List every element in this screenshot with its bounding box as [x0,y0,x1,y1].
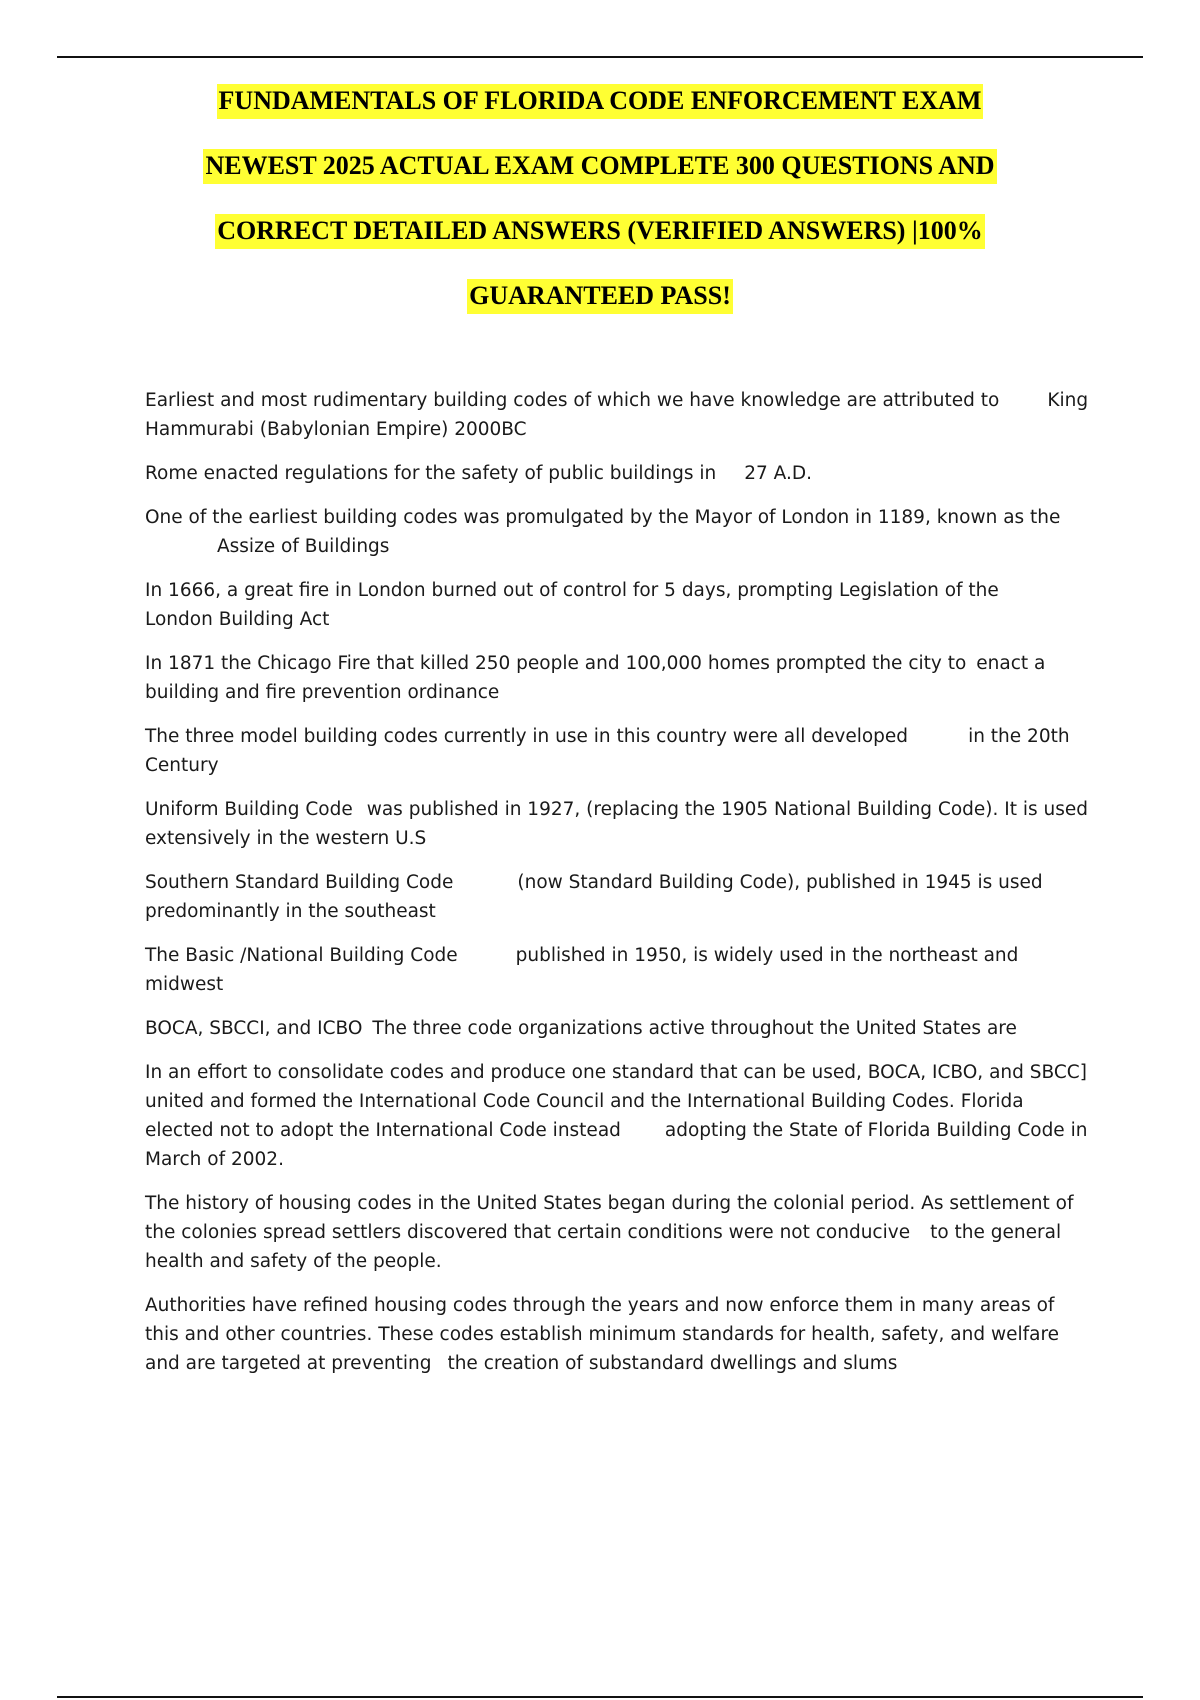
qa-item-4 [145,576,1090,634]
qa-item-6 [145,722,1090,780]
question-text: In 1666, a great fire in London burned out of control for 5 days, prompting Legislation of the [145,580,999,601]
question-text: The Basic /National Building Code [145,945,458,966]
question-text: Authorities have refined housing codes through the years and now enforce them in many areas of this and other countries. These codes establish minimum standards for health, safety, and welfare and are targeted at preventing [145,1295,1060,1374]
answer-text: King Hammurabi (Babylonian Empire) 2000BC [145,390,1089,440]
answer-text: adopting the State of Florida Building Code in March of 2002. [145,1120,1088,1170]
qa-item-10 [145,1014,1090,1043]
question-text: BOCA, SBCCI, and ICBO [145,1018,363,1039]
question-text: In an effort to consolidate codes and produce one standard that can be used, BOCA, ICBO, and SBCC] united and formed the International Code Council and the International Building Codes. Florida elected not to adopt the International Code instead [145,1062,1087,1141]
answer-text: (now Standard Building Code), published in 1945 is used predominantly in the southeast [145,872,1043,922]
title-line-2: NEWEST 2025 ACTUAL EXAM COMPLETE 300 QUESTIONS AND [57,133,1143,198]
qa-item-5 [145,649,1090,707]
answer-text: to the general health and safety of the people. [145,1222,1062,1272]
answer-text: The three code organizations active throughout the United States are [372,1018,1017,1039]
question-text: The three model building codes currently in use in this country were all developed [145,726,909,747]
bottom-rule [57,1696,1143,1698]
question-text: The history of housing codes in the United States began during the colonial period. As settlement of the colonies spread settlers discovered that certain conditions were not conducive [145,1193,1074,1243]
answer-text: the creation of substandard dwellings and slums [447,1353,898,1374]
question-text: Uniform Building Code [145,799,353,820]
qa-item-11 [145,1058,1090,1174]
title-line-4: GUARANTEED PASS! [57,263,1143,328]
qa-item-3 [145,503,1090,561]
question-text: In 1871 the Chicago Fire that killed 250 people and 100,000 homes prompted the city to [145,653,967,674]
qa-item-9 [145,941,1090,999]
answer-text: enact a building and fire prevention ordinance [145,653,1046,703]
title-line-3: CORRECT DETAILED ANSWERS (VERIFIED ANSWERS) |100% [57,198,1143,263]
answer-text: was published in 1927, (replacing the 1905 National Building Code). It is used extensively in the western U.S [145,799,1089,849]
qa-item-1 [145,386,1090,444]
answer-text: published in 1950, is widely used in the northeast and midwest [145,945,1019,995]
question-text: One of the earliest building codes was promulgated by the Mayor of London in 1189, known as the [145,507,1061,528]
qa-item-2 [145,459,1090,488]
qa-item-8 [145,868,1090,926]
top-rule [57,56,1143,58]
qa-list [145,386,1090,1393]
qa-item-7 [145,795,1090,853]
title-line-1: FUNDAMENTALS OF FLORIDA CODE ENFORCEMENT EXAM [57,68,1143,133]
answer-text: in the 20th Century [145,726,1070,776]
answer-text: 27 A.D. [744,463,812,484]
answer-text: Assize of Buildings [217,536,390,557]
question-text: Earliest and most rudimentary building codes of which we have knowledge are attributed to [145,390,1000,411]
qa-item-12 [145,1189,1090,1276]
question-text: Rome enacted regulations for the safety of public buildings in [145,463,717,484]
question-text: Southern Standard Building Code [145,872,454,893]
document-title [57,68,1143,328]
qa-item-13 [145,1291,1090,1378]
answer-text: London Building Act [145,609,330,630]
